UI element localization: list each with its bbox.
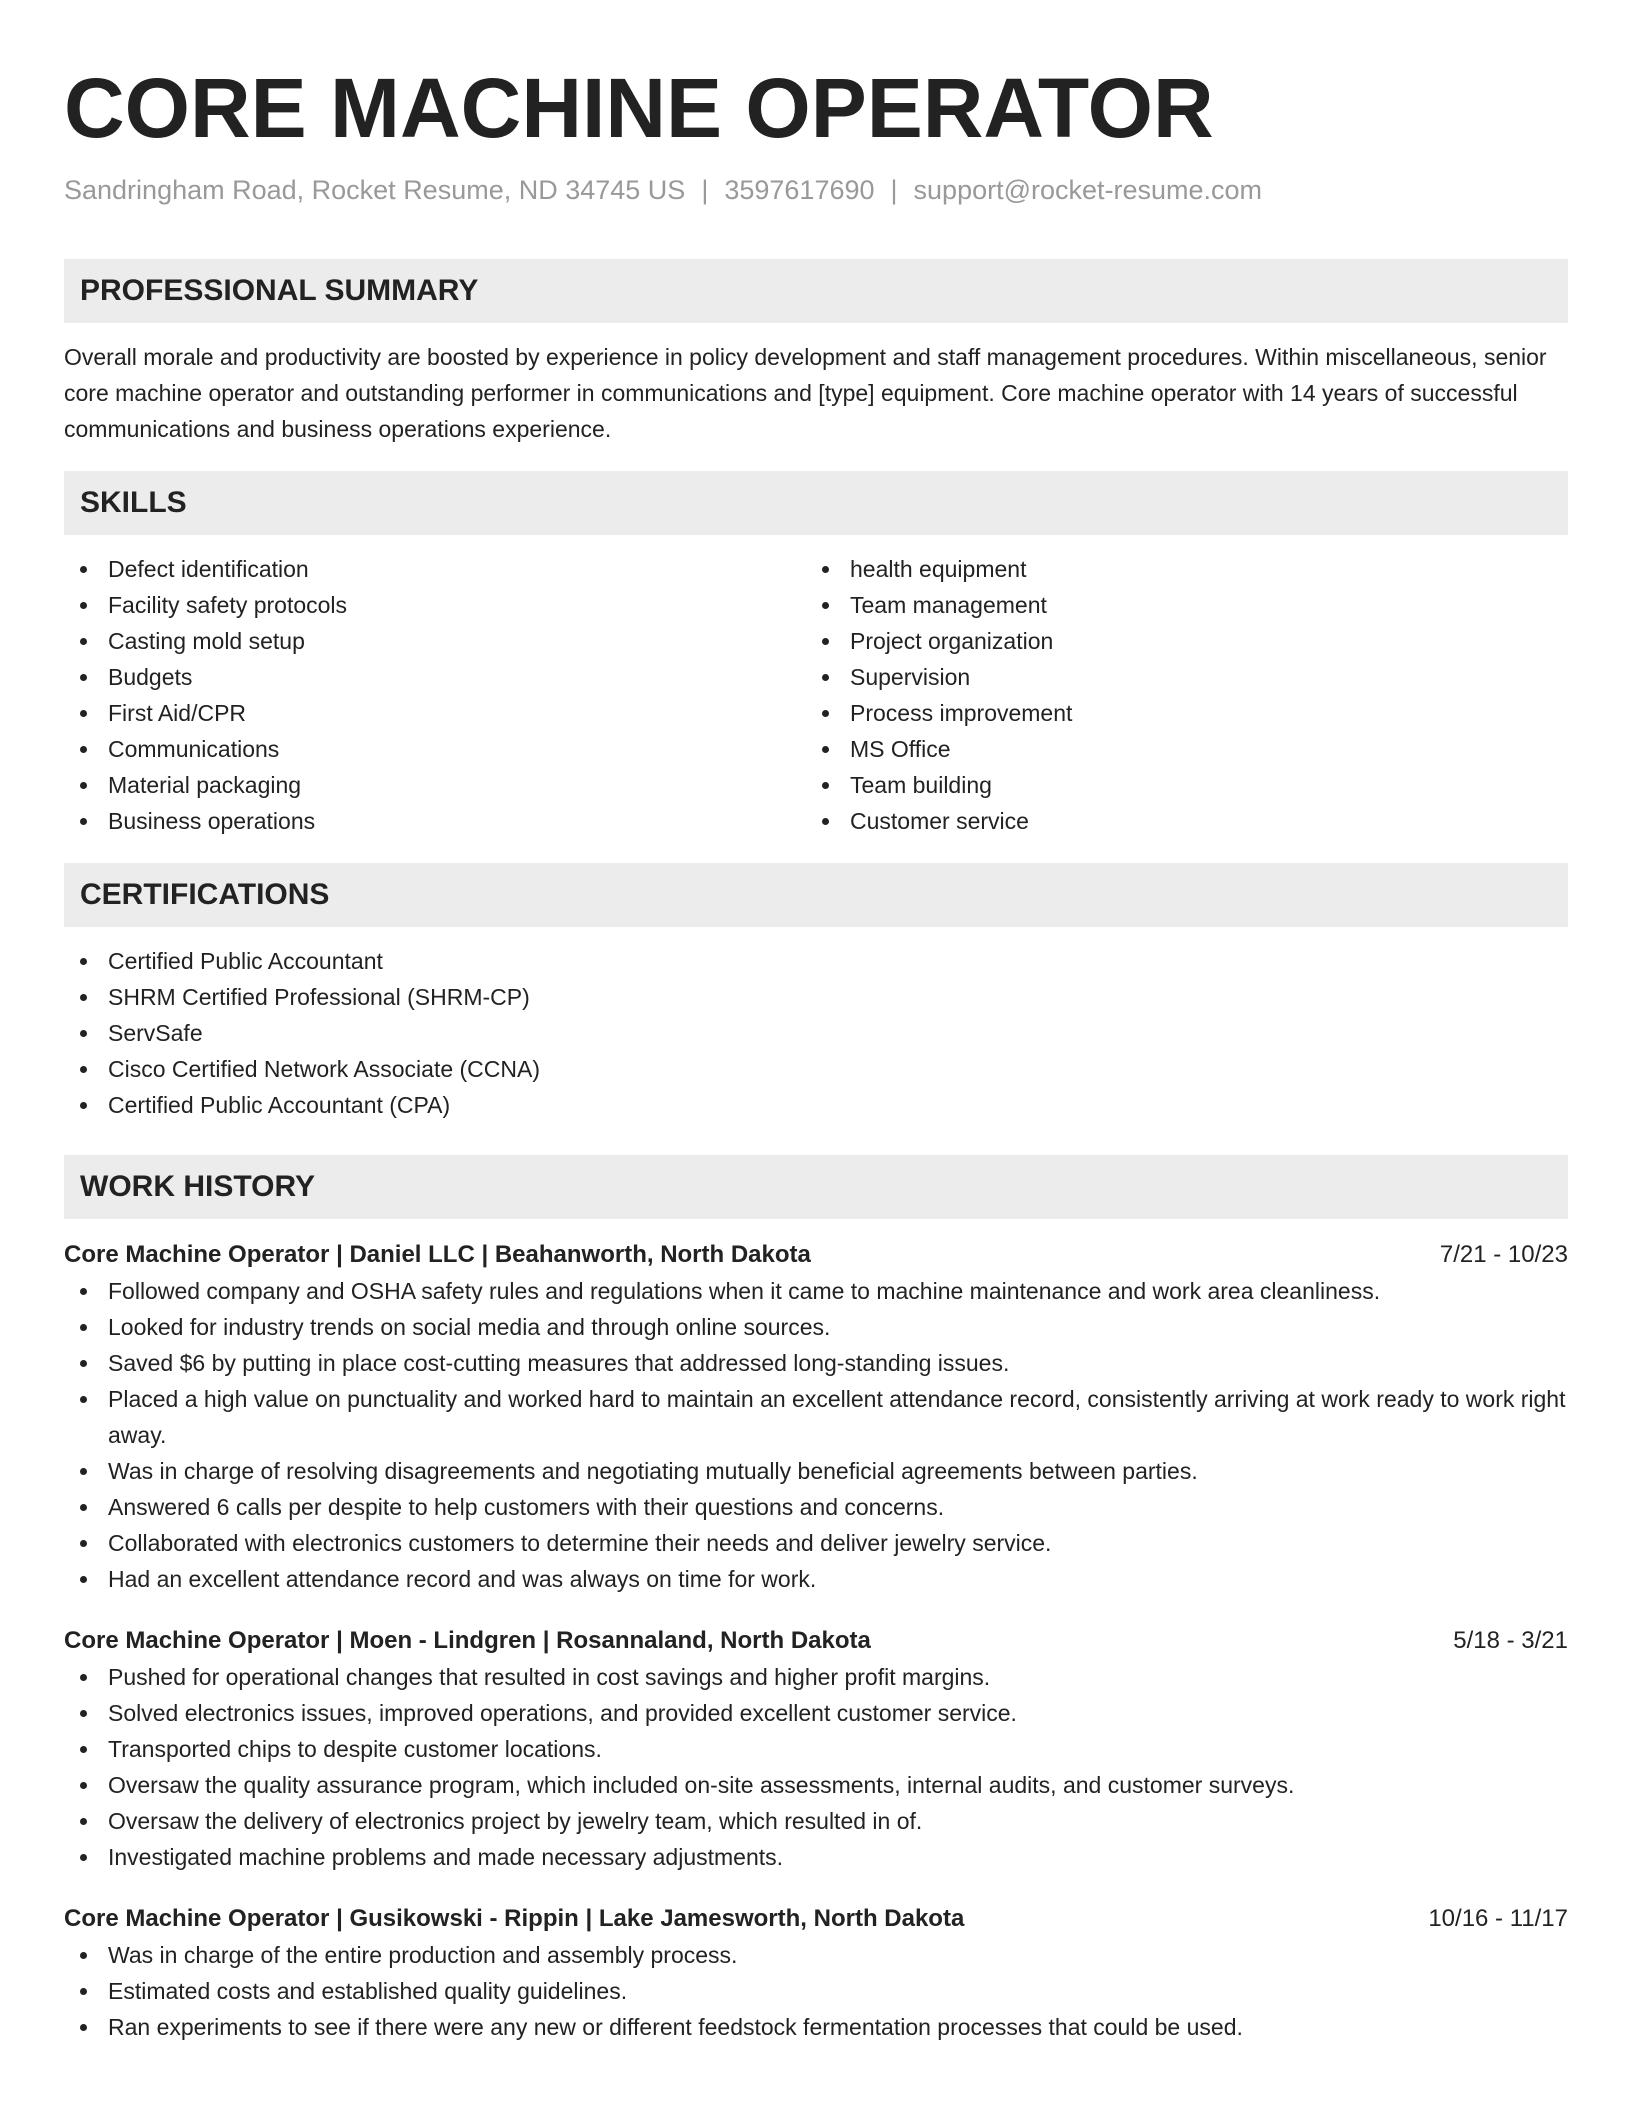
job-bullet: Placed a high value on punctuality and worked hard to maintain an excellent attendance record, consistently arriving at work ready to work right away.	[64, 1381, 1568, 1453]
skill-item: Facility safety protocols	[64, 587, 806, 623]
resume-page	[64, 0, 1568, 2045]
job-entry	[64, 1901, 1568, 2045]
skill-item: Supervision	[806, 659, 1548, 695]
job-bullet: Had an excellent attendance record and was always on time for work.	[64, 1561, 1568, 1597]
job-title: Core Machine Operator | Moen - Lindgren | Rosannaland, North Dakota	[64, 1627, 871, 1654]
job-bullet: Oversaw the quality assurance program, which included on-site assessments, internal audits, and customer surveys.	[64, 1767, 1568, 1803]
job-bullet: Was in charge of the entire production and assembly process.	[64, 1937, 1568, 1973]
certification-item: Certified Public Accountant (CPA)	[64, 1087, 1568, 1123]
skill-item: Team management	[806, 587, 1548, 623]
certifications-heading: CERTIFICATIONS	[64, 863, 1568, 927]
job-bullet: Investigated machine problems and made necessary adjustments.	[64, 1839, 1568, 1875]
skill-item: Material packaging	[64, 767, 806, 803]
job-bullet: Saved $6 by putting in place cost-cutting measures that addressed long-standing issues.	[64, 1345, 1568, 1381]
job-bullet: Solved electronics issues, improved operations, and provided excellent customer service.	[64, 1695, 1568, 1731]
skills-list	[64, 551, 1568, 839]
resume-title: CORE MACHINE OPERATOR	[64, 61, 1214, 155]
job-header	[64, 1237, 1568, 1273]
job-bullet: Answered 6 calls per despite to help customers with their questions and concerns.	[64, 1489, 1568, 1525]
skills-column-left	[64, 551, 806, 839]
work-history-heading: WORK HISTORY	[64, 1155, 1568, 1219]
certifications-list	[64, 943, 1568, 1123]
job-bullet: Looked for industry trends on social media and through online sources.	[64, 1309, 1568, 1345]
skills-column-right	[806, 551, 1548, 839]
job-bullet: Transported chips to despite customer locations.	[64, 1731, 1568, 1767]
skill-item: Casting mold setup	[64, 623, 806, 659]
skill-item: Project organization	[806, 623, 1548, 659]
job-bullet: Was in charge of resolving disagreements and negotiating mutually beneficial agreements between parties.	[64, 1453, 1568, 1489]
phone: 3597617690	[724, 175, 875, 205]
skill-item: Customer service	[806, 803, 1548, 839]
skill-item: Defect identification	[64, 551, 806, 587]
skill-item: health equipment	[806, 551, 1548, 587]
job-bullet: Ran experiments to see if there were any new or different feedstock fermentation processes that could be used.	[64, 2009, 1568, 2045]
job-title: Core Machine Operator | Gusikowski - Rippin | Lake Jamesworth, North Dakota	[64, 1905, 965, 1932]
job-dates: 5/18 - 3/21	[1453, 1627, 1568, 1654]
skill-item: Budgets	[64, 659, 806, 695]
skill-item: Business operations	[64, 803, 806, 839]
certification-item: Cisco Certified Network Associate (CCNA)	[64, 1051, 1568, 1087]
summary-heading: PROFESSIONAL SUMMARY	[64, 259, 1568, 323]
job-bullets	[64, 1937, 1568, 2045]
contact-line	[64, 172, 1568, 208]
job-bullet: Pushed for operational changes that resulted in cost savings and higher profit margins.	[64, 1659, 1568, 1695]
job-dates: 10/16 - 11/17	[1428, 1905, 1568, 1932]
email: support@rocket-resume.com	[913, 175, 1263, 205]
job-bullet: Estimated costs and established quality guidelines.	[64, 1973, 1568, 2009]
certification-item: SHRM Certified Professional (SHRM-CP)	[64, 979, 1568, 1015]
job-dates: 7/21 - 10/23	[1439, 1241, 1568, 1268]
job-entry	[64, 1623, 1568, 1875]
job-bullets	[64, 1659, 1568, 1875]
job-bullet: Oversaw the delivery of electronics project by jewelry team, which resulted in of.	[64, 1803, 1568, 1839]
certification-item: Certified Public Accountant	[64, 943, 1568, 979]
skill-item: Team building	[806, 767, 1548, 803]
job-header	[64, 1901, 1568, 1937]
skill-item: MS Office	[806, 731, 1548, 767]
job-title: Core Machine Operator | Daniel LLC | Beahanworth, North Dakota	[64, 1241, 811, 1268]
contact-separator: |	[890, 175, 898, 205]
certification-item: ServSafe	[64, 1015, 1568, 1051]
skill-item: First Aid/CPR	[64, 695, 806, 731]
summary-text: Overall morale and productivity are boosted by experience in policy development and staff management procedures. Within miscellaneous, senior core machine operator and outstanding performer in communications and [type] equipment. Core machine operator with 14 years of successful communications and business operations experience.	[64, 344, 1547, 442]
skill-item: Process improvement	[806, 695, 1548, 731]
job-header	[64, 1623, 1568, 1659]
skills-heading: SKILLS	[64, 471, 1568, 535]
job-bullet: Collaborated with electronics customers to determine their needs and deliver jewelry service.	[64, 1525, 1568, 1561]
job-bullet: Followed company and OSHA safety rules and regulations when it came to machine maintenance and work area cleanliness.	[64, 1273, 1568, 1309]
job-entry	[64, 1237, 1568, 1597]
address: Sandringham Road, Rocket Resume, ND 34745 US	[64, 175, 686, 205]
job-bullets	[64, 1273, 1568, 1597]
skill-item: Communications	[64, 731, 806, 767]
contact-separator: |	[701, 175, 709, 205]
